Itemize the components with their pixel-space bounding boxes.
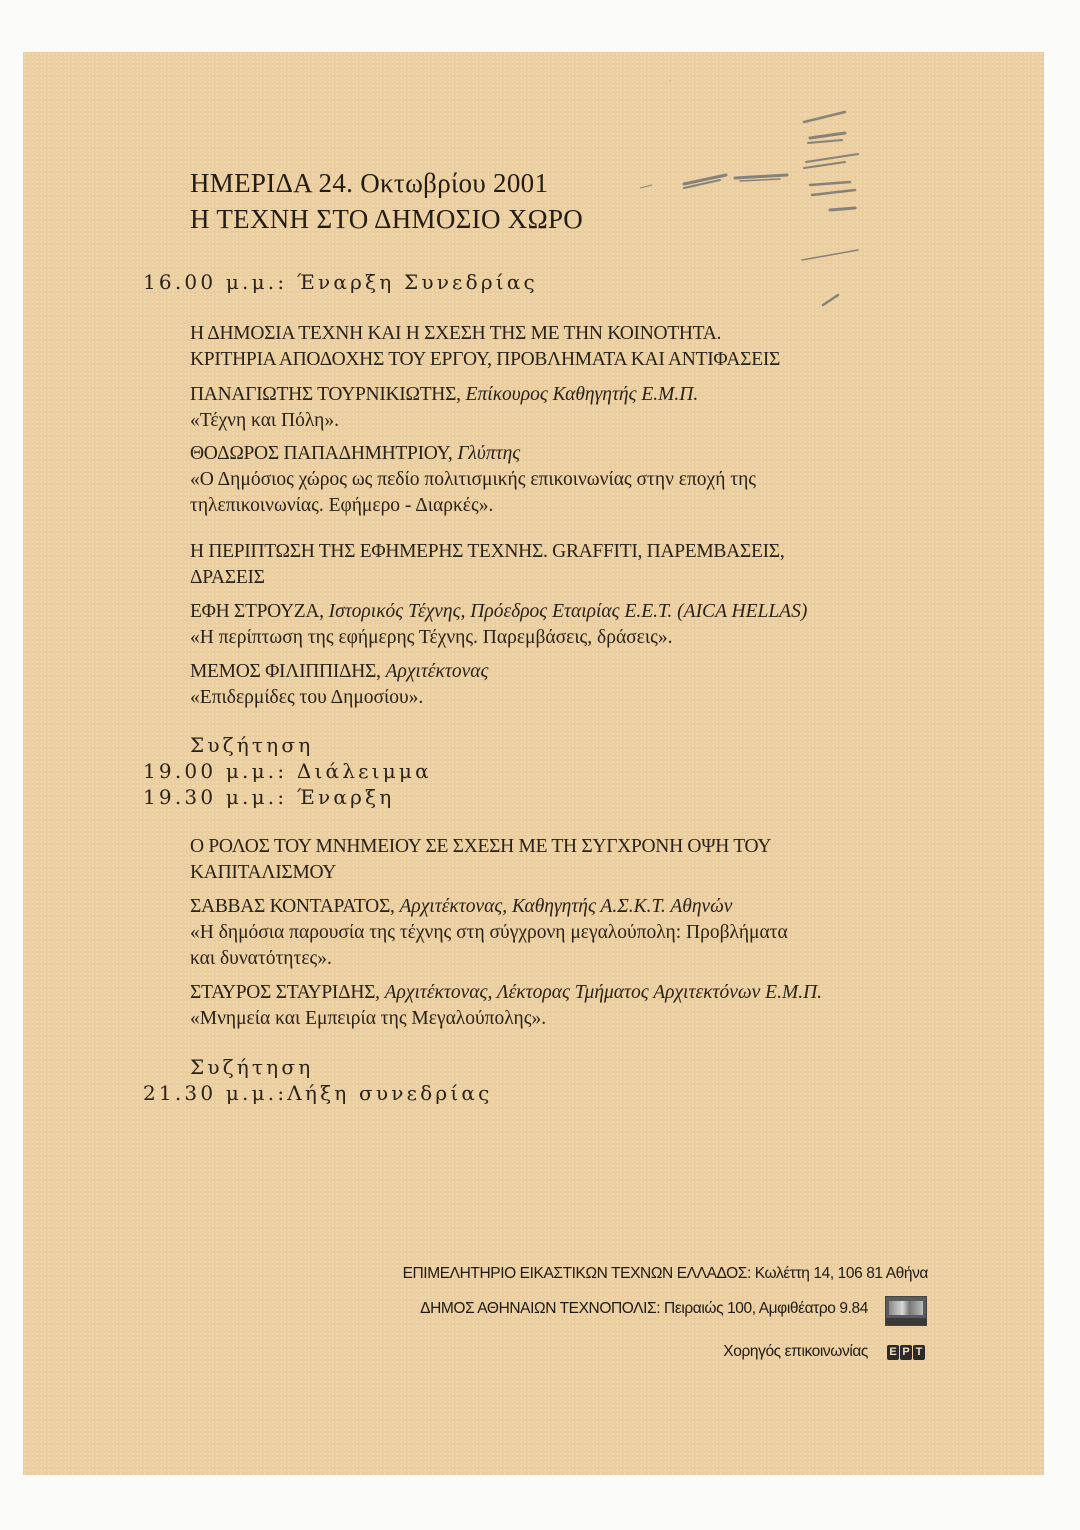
speaker-role: Επίκουρος Καθηγητής Ε.Μ.Π. (465, 384, 699, 405)
ert-logo-letter: Τ (913, 1345, 925, 1360)
session2-theme-line2: ΔΡΑΣΕΙΣ (190, 567, 265, 588)
talk-title: «Επιδερμίδες του Δημοσίου». (190, 687, 424, 708)
break-time: 19.00 μ.μ.: Διάλειμμα (143, 759, 432, 783)
speaker-line (190, 894, 732, 920)
speaker-line (190, 980, 822, 1006)
venue-address: ΔΗΜΟΣ ΑΘΗΝΑΙΩΝ ΤΕΧΝΟΠΟΛΙΣ: Πειραιώς 100, Αμφιθέατρο 9.84 (420, 1300, 868, 1317)
talk-title: «Ο Δημόσιος χώρος ως πεδίο πολιτισμικής επικοινωνίας στην εποχή της (190, 469, 757, 490)
talk-title-cont: και δυνατότητες». (190, 948, 332, 969)
speaker-name: ΜΕΜΟΣ ΦΙΛΙΠΠΙΔΗΣ, (190, 661, 381, 682)
talk-title: «Τέχνη και Πόλη». (190, 410, 339, 431)
speaker-name: ΣΤΑΥΡΟΣ ΣΤΑΥΡΙΔΗΣ, (190, 982, 380, 1003)
session3-theme-line2: ΚΑΠΙΤΑΛΙΣΜΟΥ (190, 862, 337, 883)
sponsor-label: Χορηγός επικοινωνίας (723, 1343, 868, 1360)
speaker-role: Αρχιτέκτονας (385, 661, 489, 682)
session2-theme-line1: Η ΠΕΡΙΠΤΩΣΗ ΤΗΣ ΕΦΗΜΕΡΗΣ ΤΕΧΝΗΣ. GRAFFITI, ΠΑΡΕΜΒΑΣΕΙΣ, (190, 541, 785, 562)
session1-theme-line2: ΚΡΙΤΗΡΙΑ ΑΠΟΔΟΧΗΣ ΤΟΥ ΕΡΓΟΥ, ΠΡΟΒΛΗΜΑΤΑ ΚΑΙ ΑΝΤΙΦΑΣΕΙΣ (190, 349, 781, 370)
start-time: 16.00 μ.μ.: Έναρξη Συνεδρίας (143, 270, 538, 294)
ert-logo-letter: Ε (887, 1345, 899, 1360)
talk-title: «Μνημεία και Εμπειρία της Μεγαλούπολης». (190, 1008, 547, 1029)
discussion-label: Συζήτηση (190, 733, 314, 757)
talk-title-cont: τηλεπικοινωνίας. Εφήμερο - Διαρκές». (190, 495, 494, 516)
speaker-line (190, 441, 520, 467)
end-time: 21.30 μ.μ.:Λήξη συνεδρίας (143, 1081, 493, 1105)
talk-title: «Η δημόσια παρουσία της τέχνης στη σύγχρονη μεγαλούπολη: Προβλήματα (190, 922, 788, 943)
speaker-name: ΕΦΗ ΣΤΡΟΥΖΑ, (190, 601, 324, 622)
pencil-sketch-drawing (640, 80, 870, 310)
technopolis-logo (885, 1296, 927, 1326)
speaker-role: Αρχιτέκτονας, Καθηγητής Α.Σ.Κ.Τ. Αθηνών (399, 896, 733, 917)
speaker-line (190, 382, 698, 408)
session1-theme-line1: Η ΔΗΜΟΣΙΑ ΤΕΧΝΗ ΚΑΙ Η ΣΧΕΣΗ ΤΗΣ ΜΕ ΤΗΝ ΚΟΙΝΟΤΗΤΑ. (190, 323, 722, 344)
event-title-theme: Η ΤΕΧΝΗ ΣΤΟ ΔΗΜΟΣΙΟ ΧΩΡΟ (190, 204, 584, 234)
discussion-label: Συζήτηση (190, 1055, 314, 1079)
speaker-line (190, 659, 488, 685)
session3-theme-line1: Ο ΡΟΛΟΣ ΤΟΥ ΜΝΗΜΕΙΟΥ ΣΕ ΣΧΕΣΗ ΜΕ ΤΗ ΣΥΓΧΡΟΝΗ ΟΨΗ ΤΟΥ (190, 836, 772, 857)
speaker-name: ΠΑΝΑΓΙΩΤΗΣ ΤΟΥΡΝΙΚΙΩΤΗΣ, (190, 384, 461, 405)
talk-title: «Η περίπτωση της εφήμερης Τέχνης. Παρεμβάσεις, δράσεις». (190, 627, 673, 648)
organizer-address: ΕΠΙΜΕΛΗΤΗΡΙΟ ΕΙΚΑΣΤΙΚΩΝ ΤΕΧΝΩΝ ΕΛΛΑΔΟΣ: Κωλέττη 14, 106 81 Αθήνα (402, 1265, 928, 1282)
ert-logo-letter: Ρ (900, 1345, 912, 1360)
speaker-role: Ιστορικός Τέχνης, Πρόεδρος Εταιρίας Ε.Ε.Τ. (AICA HELLAS) (328, 601, 808, 622)
speaker-role: Γλύπτης (457, 443, 521, 464)
speaker-name: ΘΟΔΩΡΟΣ ΠΑΠΑΔΗΜΗΤΡΙΟΥ, (190, 443, 453, 464)
ert-logo (887, 1345, 925, 1360)
speaker-role: Αρχιτέκτονας, Λέκτορας Τμήματος Αρχιτεκτόνων Ε.Μ.Π. (384, 982, 823, 1003)
speaker-line (190, 599, 807, 625)
speaker-name: ΣΑΒΒΑΣ ΚΟΝΤΑΡΑΤΟΣ, (190, 896, 395, 917)
event-title-date: ΗΜΕΡΙΔΑ 24. Οκτωβρίου 2001 (190, 168, 549, 198)
restart-time: 19.30 μ.μ.: Έναρξη (143, 785, 395, 809)
